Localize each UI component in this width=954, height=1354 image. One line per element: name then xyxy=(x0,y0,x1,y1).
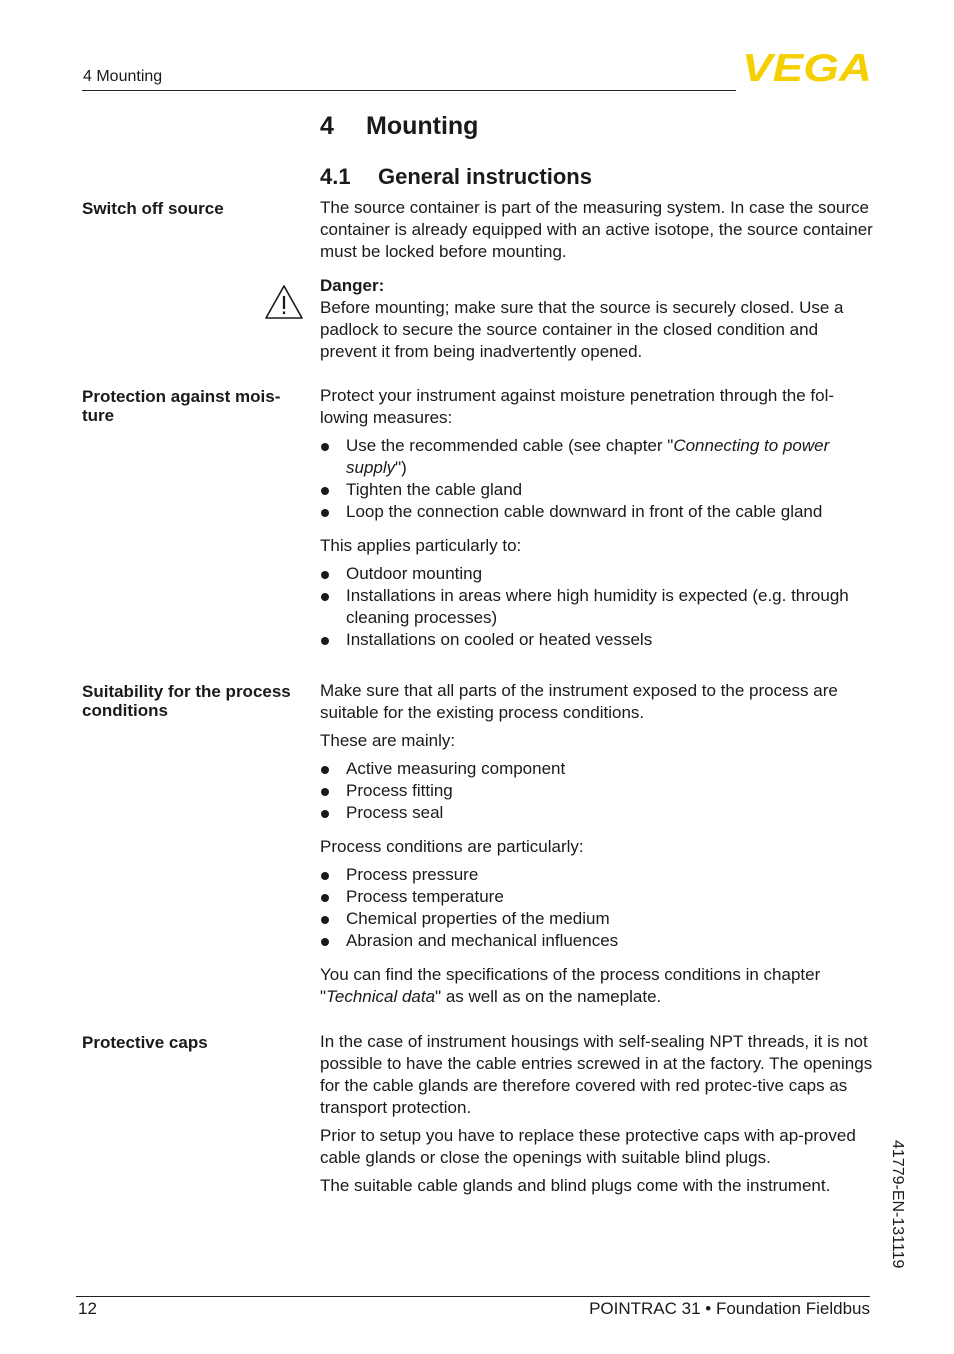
side-label-caps: Protective caps xyxy=(82,1033,208,1052)
specifications-text: You can find the specifications of the process conditions in chapter "Technical data" as well as on the nameplate. xyxy=(320,965,821,1006)
list-item: Process pressure xyxy=(320,864,876,886)
moisture-measures-list xyxy=(320,435,876,523)
danger-title: Danger: xyxy=(320,276,385,295)
mainly-text: These are mainly: xyxy=(320,731,456,750)
mainly-list xyxy=(320,758,876,824)
side-label-moisture: Protection against mois-ture xyxy=(82,387,281,425)
applies-text: This applies particularly to: xyxy=(320,536,522,555)
list-item: Process fitting xyxy=(320,780,876,802)
caps-section xyxy=(320,1031,876,1197)
list-item: Active measuring component xyxy=(320,758,876,780)
conditions-list xyxy=(320,864,876,952)
caps-paragraph-1: In the case of instrument housings with self-sealing NPT threads, it is not possible to have the cable entries screwed in at the factory. The openings for the cable glands are therefore covered with red protec-tive caps as transport protection. xyxy=(320,1032,873,1117)
list-item: Process seal xyxy=(320,802,876,824)
list-item: Outdoor mounting xyxy=(320,563,876,585)
list-item: Installations on cooled or heated vessels xyxy=(320,629,876,651)
svg-text:VEGA: VEGA xyxy=(742,50,872,84)
footer-divider xyxy=(76,1296,870,1297)
suitability-intro: Make sure that all parts of the instrument exposed to the process are suitable for the existing process conditions. xyxy=(320,681,838,722)
list-item: Loop the connection cable downward in front of the cable gland xyxy=(320,501,876,523)
caps-paragraph-2: Prior to setup you have to replace these protective caps with ap-proved cable glands or close the openings with suitable blind plugs. xyxy=(320,1126,856,1167)
document-code: 41779-EN-131119 xyxy=(889,1140,906,1269)
danger-notice xyxy=(320,275,876,363)
applies-list xyxy=(320,563,876,651)
danger-text: Before mounting; make sure that the source is securely closed. Use a padlock to secure the source container in the closed condition and prevent it from being inadvertently opened. xyxy=(320,298,844,361)
list-item: Process temperature xyxy=(320,886,876,908)
section-title: General instructions xyxy=(378,164,592,189)
section-heading xyxy=(320,164,592,190)
chapter-heading xyxy=(320,112,478,141)
chapter-reference: Technical data xyxy=(326,987,436,1006)
list-item: Tighten the cable gland xyxy=(320,479,876,501)
side-label-suitability: Suitability for the process conditions xyxy=(82,682,291,720)
page-number: 12 xyxy=(78,1299,97,1318)
moisture-intro: Protect your instrument against moisture penetration through the fol-lowing measures: xyxy=(320,386,835,427)
vega-logo xyxy=(742,50,874,84)
caps-paragraph-3: The suitable cable glands and blind plugs come with the instrument. xyxy=(320,1176,831,1195)
list-item: Abrasion and mechanical influences xyxy=(320,930,876,952)
list-item: Installations in areas where high humidity is expected (e.g. through cleaning processes) xyxy=(320,585,876,629)
list-item: Use the recommended cable (see chapter "Connecting to power supply") xyxy=(320,435,876,479)
running-header: 4 Mounting xyxy=(83,68,163,85)
side-label-switch-off: Switch off source xyxy=(82,199,224,218)
list-item: Chemical properties of the medium xyxy=(320,908,876,930)
suitability-section xyxy=(320,680,876,1008)
chapter-reference: Connecting to power supply xyxy=(346,436,830,477)
warning-triangle-icon xyxy=(264,284,304,320)
section-number: 4.1 xyxy=(320,164,351,189)
switch-off-text: The source container is part of the measuring system. In case the source container is already equipped with an active isotope, the source container must be locked before mounting. xyxy=(320,198,873,261)
conditions-text: Process conditions are particularly: xyxy=(320,837,584,856)
header-divider xyxy=(82,90,736,91)
moisture-section xyxy=(320,385,876,651)
chapter-title: Mounting xyxy=(366,112,479,140)
footer-title: POINTRAC 31 • Foundation Fieldbus xyxy=(589,1299,870,1318)
chapter-number: 4 xyxy=(320,112,334,140)
